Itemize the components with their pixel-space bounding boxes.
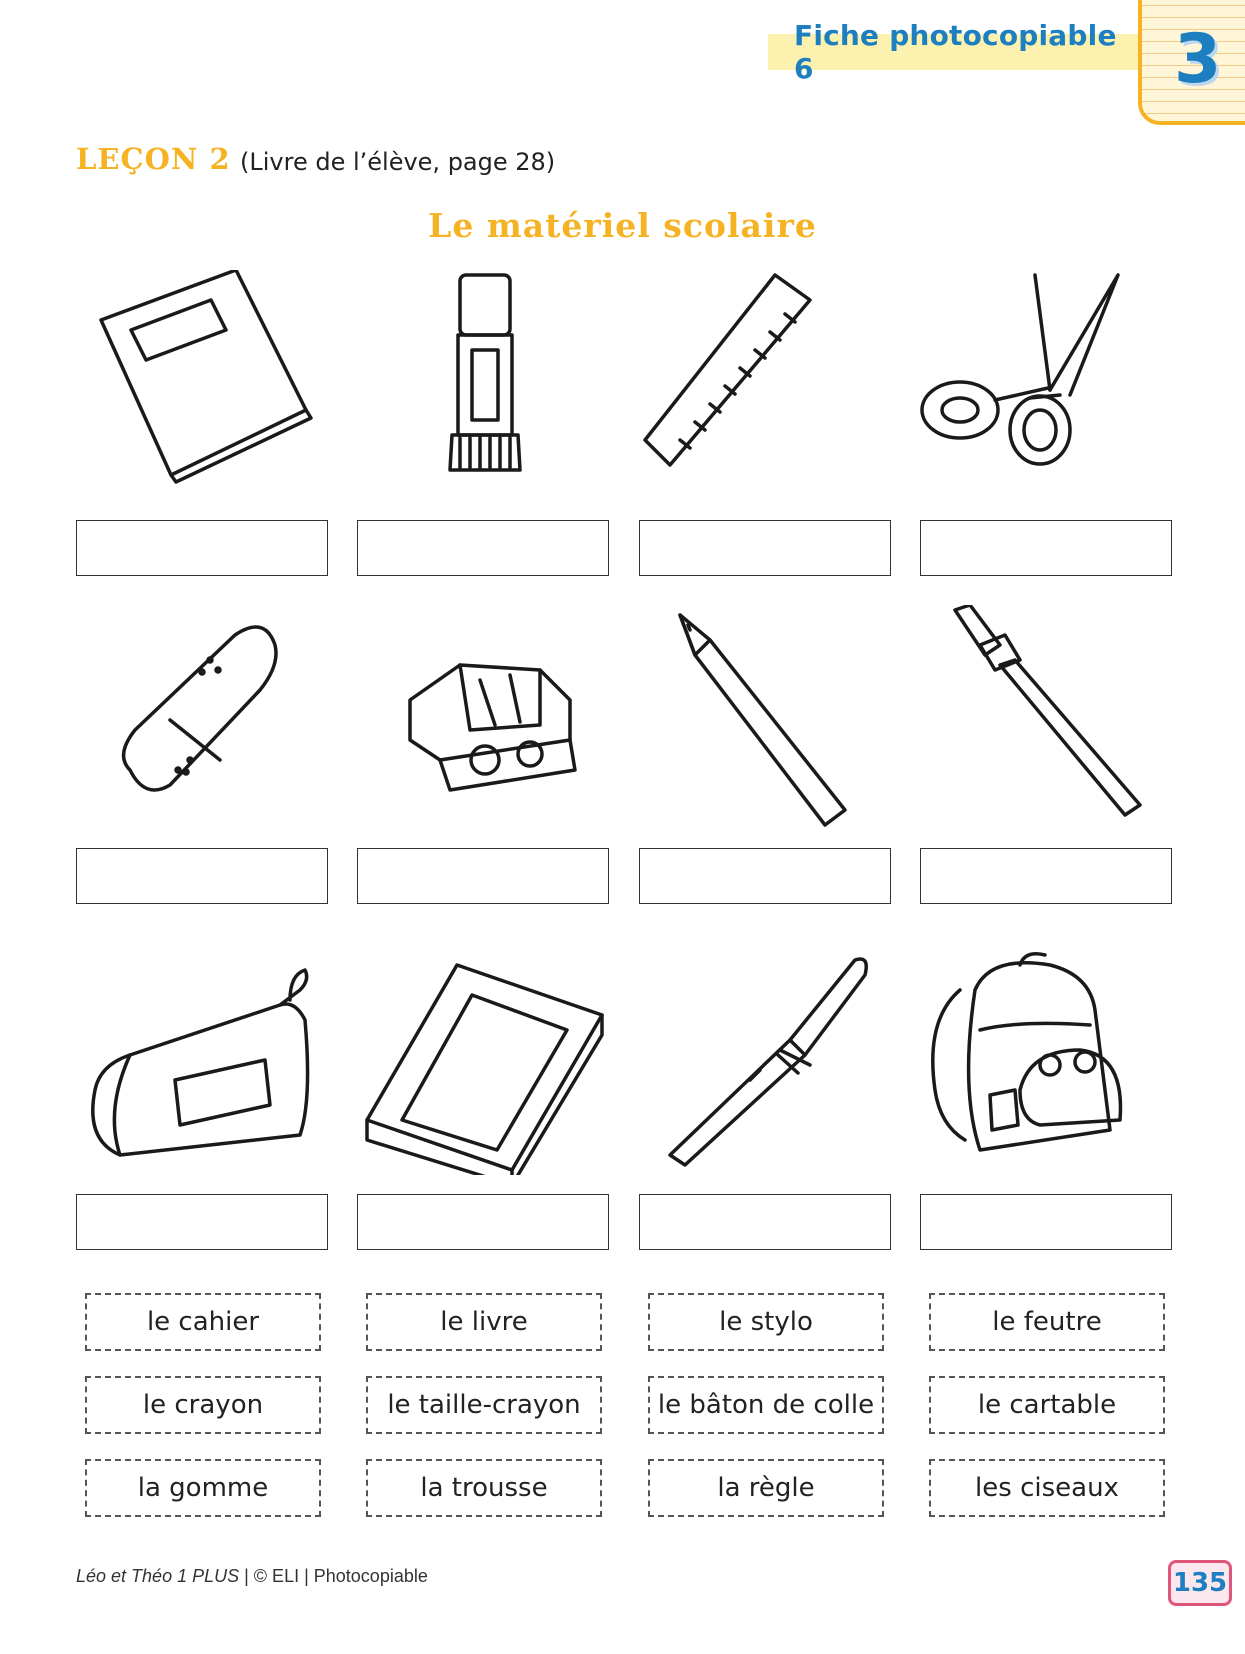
- footer-copyright: © ELI: [253, 1566, 300, 1586]
- unit-number: 3: [1174, 20, 1222, 99]
- banner-label: Fiche photocopiable 6: [794, 19, 1117, 85]
- answer-box[interactable]: [920, 848, 1172, 904]
- word-card[interactable]: le stylo: [648, 1293, 884, 1351]
- sharpener-icon: [400, 630, 650, 850]
- ruler-icon: [640, 270, 890, 490]
- answer-box[interactable]: [357, 520, 609, 576]
- answer-box[interactable]: [76, 520, 328, 576]
- word-card[interactable]: la règle: [648, 1459, 884, 1517]
- answer-box[interactable]: [920, 1194, 1172, 1250]
- word-card[interactable]: la trousse: [366, 1459, 602, 1517]
- notebook-icon: [76, 270, 326, 490]
- footer-note: Photocopiable: [313, 1566, 428, 1586]
- page-number: 135: [1168, 1560, 1232, 1606]
- worksheet-banner: [768, 19, 1138, 85]
- pencil-icon: [670, 610, 920, 830]
- footer-separator: |: [299, 1566, 314, 1586]
- word-card[interactable]: le livre: [366, 1293, 602, 1351]
- glue-stick-icon: [360, 270, 610, 490]
- pen-icon: [660, 955, 910, 1175]
- word-card[interactable]: le feutre: [929, 1293, 1165, 1351]
- word-card[interactable]: la gomme: [85, 1459, 321, 1517]
- answer-box[interactable]: [639, 848, 891, 904]
- scissors-icon: [920, 270, 1170, 490]
- marker-icon: [945, 605, 1195, 825]
- answer-box[interactable]: [639, 1194, 891, 1250]
- word-card[interactable]: le bâton de colle: [648, 1376, 884, 1434]
- lesson-reference: (Livre de l’élève, page 28): [240, 148, 556, 176]
- word-card[interactable]: le crayon: [85, 1376, 321, 1434]
- answer-box[interactable]: [76, 1194, 328, 1250]
- answer-box[interactable]: [920, 520, 1172, 576]
- lesson-label: LEÇON 2: [76, 142, 231, 176]
- footer-book-title: Léo et Théo 1 PLUS: [76, 1566, 240, 1586]
- backpack-icon: [920, 950, 1170, 1170]
- answer-box[interactable]: [639, 520, 891, 576]
- footer-separator: |: [239, 1566, 254, 1586]
- pencil-case-icon: [80, 960, 330, 1180]
- word-card[interactable]: le taille-crayon: [366, 1376, 602, 1434]
- eraser-icon: [110, 610, 360, 830]
- word-card[interactable]: le cahier: [85, 1293, 321, 1351]
- book-icon: [362, 955, 612, 1175]
- page-title: Le matériel scolaire: [428, 206, 817, 245]
- answer-box[interactable]: [76, 848, 328, 904]
- footer: [76, 1566, 428, 1587]
- answer-box[interactable]: [357, 1194, 609, 1250]
- answer-box[interactable]: [357, 848, 609, 904]
- word-card[interactable]: le cartable: [929, 1376, 1165, 1434]
- word-card[interactable]: les ciseaux: [929, 1459, 1165, 1517]
- unit-tab: [1138, 0, 1245, 125]
